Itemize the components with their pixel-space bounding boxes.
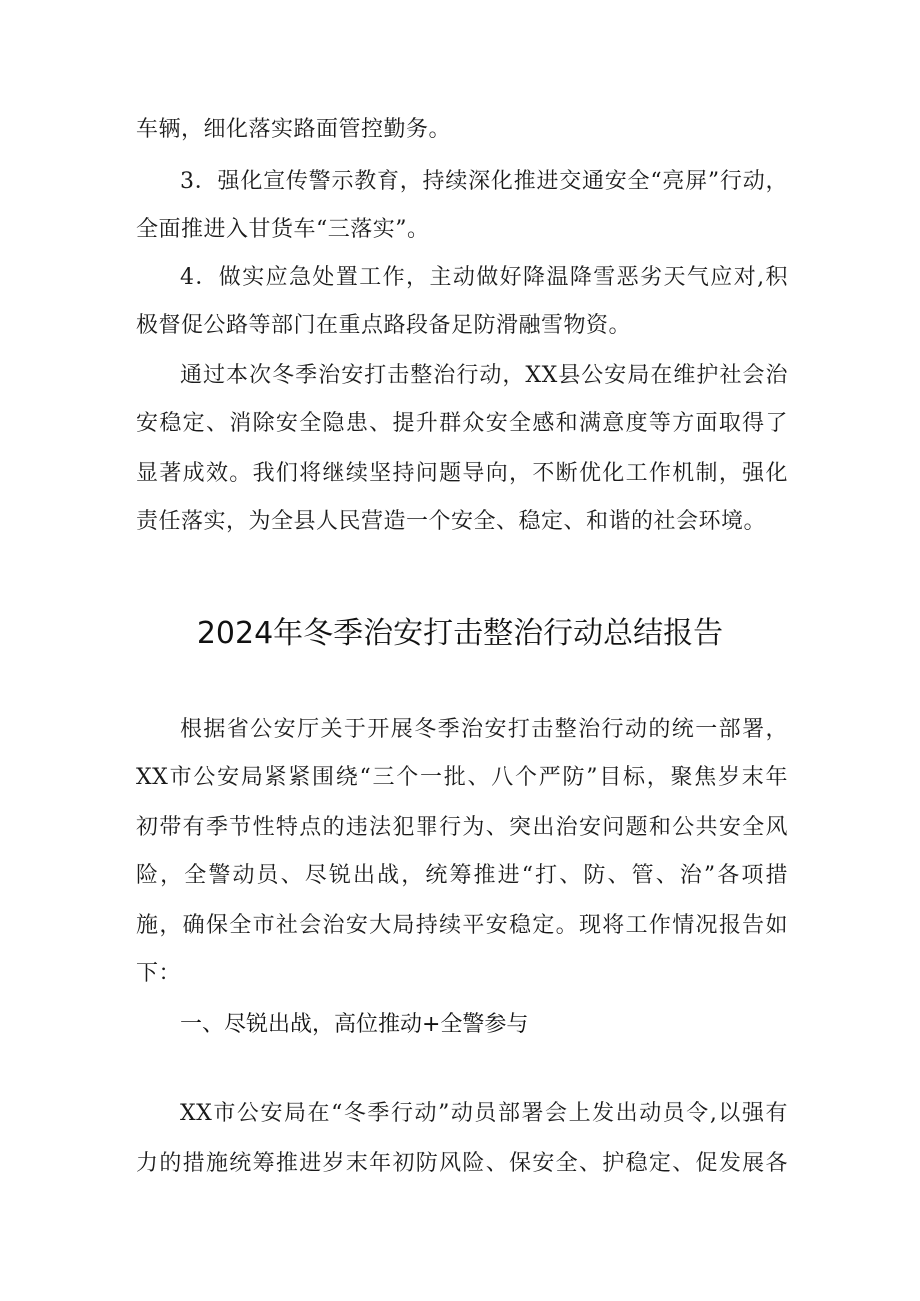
body-line: 通过本次冬季治安打击整治行动，XX县公安局在维护社会治 [180,363,788,388]
body-line: 车辆，细化落实路面管控勤务。 [136,117,452,142]
body-line: 显著成效。我们将继续坚持问题导向，不断优化工作机制，强化 [136,461,788,486]
body-line: 施，确保全市社会治安大局持续平安稳定。现将工作情况报告如 [136,913,788,938]
body-line: XX市公安局在“冬季行动”动员部署会上发出动员令,以强有 [180,1101,788,1126]
body-line: 极督促公路等部门在重点路段备足防滑融雪物资。 [136,313,632,338]
body-line: 安稳定、消除安全隐患、提升群众安全感和满意度等方面取得了 [136,411,788,436]
body-line: 初带有季节性特点的违法犯罪行为、突出治安问题和公共安全风 [136,815,788,840]
section-heading: 一、尽锐出战，高位推动+全警参与 [180,1012,529,1037]
document-title: 2024年冬季治安打击整治行动总结报告 [196,616,724,651]
list-item-4: 4．做实应急处置工作，主动做好降温降雪恶劣天气应对,积 [180,265,788,290]
body-line: 根据省公安厅关于开展冬季治安打击整治行动的统一部署， [180,717,788,742]
list-item-3: 3．强化宣传警示教育，持续深化推进交通安全“亮屏”行动， [180,169,788,194]
body-line: 下： [136,961,182,986]
body-line: 全面推进入甘货车“三落实”。 [136,217,430,242]
body-line: XX市公安局紧紧围绕“三个一批、八个严防”目标，聚焦岁末年 [136,765,788,790]
body-line: 力的措施统筹推进岁末年初防风险、保安全、护稳定、促发展各 [136,1151,788,1176]
body-line: 责任落实，为全县人民营造一个安全、稳定、和谐的社会环境。 [136,509,767,534]
body-line: 险，全警动员、尽锐出战，统筹推进“打、防、管、治”各项措 [136,863,788,888]
